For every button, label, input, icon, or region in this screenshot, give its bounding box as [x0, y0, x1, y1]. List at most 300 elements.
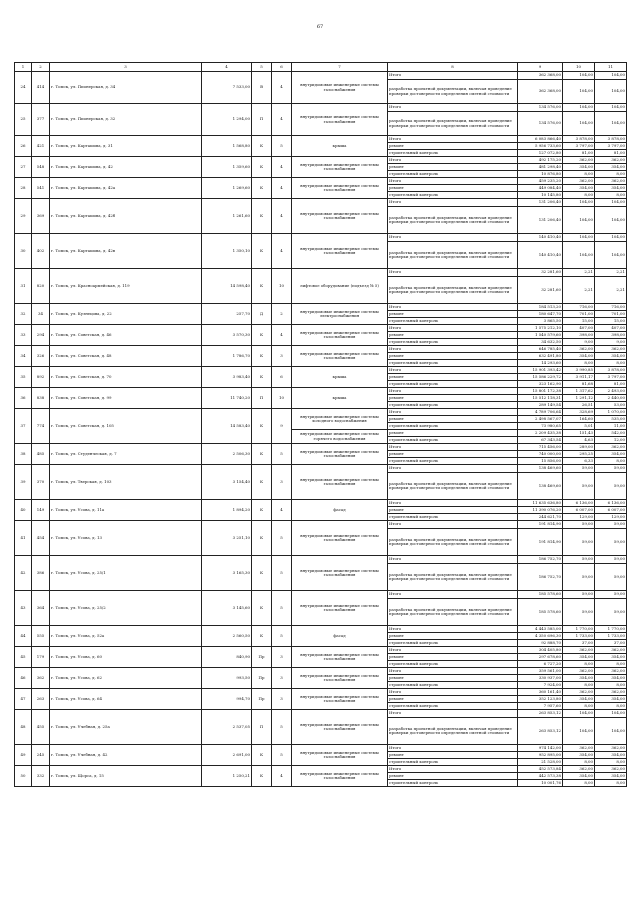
column-number-row: [15, 63, 627, 72]
area-cell: 2 506,30: [202, 444, 252, 465]
unit-cost-cell: 8,00: [563, 171, 595, 178]
cost-cell: 362 368,00: [518, 72, 563, 80]
table-row: [15, 269, 627, 277]
cost-cell: 632 491,80: [518, 353, 563, 360]
max-unit-cost-cell: 104,00: [595, 710, 627, 718]
work-detail-cell: строительный контроль: [388, 171, 518, 178]
unit-cost-cell: 8,00: [563, 192, 595, 199]
work-detail-cell: ремонт: [388, 675, 518, 682]
max-unit-cost-cell: 2 493,00: [595, 388, 627, 395]
work-detail-cell: разработка проектной документации, включая проведение проверки достоверности определения сметной стоимости: [388, 473, 518, 500]
work-detail-cell: Итого: [388, 269, 518, 277]
work-detail-cell: Итого: [388, 689, 518, 696]
area-cell: 994,70: [202, 689, 252, 710]
work-type-cell: крыша: [292, 367, 388, 388]
work-detail-cell: ремонт: [388, 143, 518, 150]
address-cell: г. Томск, ул. Усова, д. 25/1: [50, 556, 202, 591]
cost-cell: 21 528,00: [518, 759, 563, 766]
work-type-cell: внутридомовые инженерные системы газоснабжения: [292, 178, 388, 199]
max-unit-cost-cell: 362,00: [595, 766, 627, 773]
max-unit-cost-cell: 2 440,00: [595, 395, 627, 402]
row-number-cell: 40: [15, 500, 32, 521]
row-number-cell: 28: [15, 178, 32, 199]
cost-cell: 492 175,20: [518, 157, 563, 164]
group-cell: К: [252, 591, 272, 626]
work-detail-cell: строительный контроль: [388, 703, 518, 710]
work-type-cell: лифтовое оборудование (подъезд № 5): [292, 269, 388, 304]
max-unit-cost-cell: 8,00: [595, 171, 627, 178]
work-detail-cell: разработка проектной документации, включая проведение проверки достоверности определения сметной стоимости: [388, 599, 518, 626]
cost-cell: 10 876,80: [518, 171, 563, 178]
work-detail-cell: ремонт: [388, 374, 518, 381]
unit-cost-cell: 328,69: [563, 409, 595, 416]
table-row: [15, 689, 627, 696]
house-id-cell: 548: [32, 157, 50, 178]
floors-cell: 3: [272, 689, 292, 710]
unit-cost-cell: 362,00: [563, 647, 595, 654]
floors-cell: 2: [272, 304, 292, 325]
row-number-cell: 29: [15, 199, 32, 234]
work-type-cell: внутридомовые инженерные системы газоснабжения: [292, 521, 388, 556]
cost-cell: 740 000,00: [518, 451, 563, 458]
unit-cost-cell: 59,00: [563, 521, 595, 529]
unit-cost-cell: 59,00: [563, 564, 595, 591]
area-cell: 1 568,80: [202, 136, 252, 157]
unit-cost-cell: 354,00: [563, 773, 595, 780]
cost-cell: 2 209 435,38: [518, 430, 563, 437]
row-number-cell: 44: [15, 626, 32, 647]
unit-cost-cell: 362,00: [563, 668, 595, 675]
work-detail-cell: Итого: [388, 668, 518, 675]
work-detail-cell: ремонт: [388, 395, 518, 402]
work-type-cell: внутридомовые инженерные системы газоснабжения: [292, 591, 388, 626]
max-unit-cost-cell: 6 007,00: [595, 507, 627, 514]
address-cell: г. Томск, ул. Усова, д. 13: [50, 521, 202, 556]
max-unit-cost-cell: 11,00: [595, 423, 627, 430]
max-unit-cost-cell: 362,00: [595, 647, 627, 654]
max-unit-cost-cell: 8,00: [595, 682, 627, 689]
unit-cost-cell: 104,00: [563, 104, 595, 112]
cost-cell: 715 456,00: [518, 444, 563, 451]
address-cell: г. Томск, ул. Усова, д. 62: [50, 668, 202, 689]
group-cell: Пр: [252, 668, 272, 689]
cost-cell: 32 281,60: [518, 269, 563, 277]
table-row: [15, 409, 627, 416]
unit-cost-cell: 362,00: [563, 745, 595, 752]
work-type-cell: внутридомовые инженерные системы газоснабжения: [292, 766, 388, 787]
cost-cell: 140 410,40: [518, 234, 563, 242]
max-unit-cost-cell: 362,00: [595, 689, 627, 696]
floors-cell: 6: [272, 367, 292, 388]
address-cell: г. Томск, ул. Красноармейская, д. 119: [50, 269, 202, 304]
area-cell: 3 570,30: [202, 325, 252, 346]
max-unit-cost-cell: 362,00: [595, 444, 627, 451]
area-cell: 3 251,10: [202, 521, 252, 556]
cost-cell: 67 343,54: [518, 437, 563, 444]
work-detail-cell: строительный контроль: [388, 640, 518, 647]
unit-cost-cell: 15,00: [563, 318, 595, 325]
cost-cell: 1 540 579,60: [518, 332, 563, 339]
unit-cost-cell: 8,00: [563, 360, 595, 367]
cost-cell: 289 149,54: [518, 402, 563, 409]
floors-cell: 5: [272, 591, 292, 626]
max-unit-cost-cell: 354,00: [595, 696, 627, 703]
table-row: [15, 668, 627, 675]
cost-cell: 14 293,60: [518, 360, 563, 367]
area-cell: 2 537,05: [202, 710, 252, 745]
work-detail-cell: разработка проектной документации, включая проведение проверки достоверности определения сметной стоимости: [388, 242, 518, 269]
unit-cost-cell: 3 878,00: [563, 136, 595, 143]
work-detail-cell: строительный контроль: [388, 339, 518, 346]
floors-cell: 5: [272, 710, 292, 745]
floors-cell: 4: [272, 199, 292, 234]
unit-cost-cell: 81,68: [563, 381, 595, 388]
work-detail-cell: Итого: [388, 521, 518, 529]
floors-cell: 4: [272, 766, 292, 787]
cost-cell: 362 368,00: [518, 80, 563, 104]
row-number-cell: 41: [15, 521, 32, 556]
max-unit-cost-cell: 81,00: [595, 381, 627, 388]
floors-cell: 5: [272, 521, 292, 556]
work-detail-cell: Итого: [388, 234, 518, 242]
cost-cell: 11 390 076,20: [518, 507, 563, 514]
unit-cost-cell: 8,00: [563, 780, 595, 787]
group-cell: К: [252, 521, 272, 556]
cost-cell: 131 206,40: [518, 207, 563, 234]
cost-cell: 191 814,90: [518, 529, 563, 556]
work-detail-cell: разработка проектной документации, включая проведение проверки достоверности определения сметной стоимости: [388, 529, 518, 556]
area-cell: 14 583,40: [202, 409, 252, 444]
work-type-cell: внутридомовые инженерные системы газоснабжения: [292, 234, 388, 269]
max-unit-cost-cell: 8,00: [595, 360, 627, 367]
address-cell: г. Томск, ул. Учебная, д. 25а: [50, 710, 202, 745]
cost-cell: 15 512 118,31: [518, 395, 563, 402]
max-unit-cost-cell: 3 878,00: [595, 367, 627, 374]
row-number-cell: 35: [15, 367, 32, 388]
max-unit-cost-cell: 407,00: [595, 325, 627, 332]
group-cell: П: [252, 388, 272, 409]
max-unit-cost-cell: 3 797,00: [595, 374, 627, 381]
area-cell: 1 294,00: [202, 104, 252, 136]
work-type-cell: внутридомовые инженерные системы газоснабжения: [292, 325, 388, 346]
area-cell: 7 533,00: [202, 72, 252, 104]
unit-cost-cell: 104,00: [563, 242, 595, 269]
work-detail-cell: строительный контроль: [388, 437, 518, 444]
address-cell: г. Томск, ул. Усова, д. 52а: [50, 626, 202, 647]
house-id-cell: 332: [32, 766, 50, 787]
house-id-cell: 774: [32, 409, 50, 444]
cost-cell: 244 621,70: [518, 514, 563, 521]
work-detail-cell: Итого: [388, 556, 518, 564]
address-cell: г. Томск, ул. Карташова, д. 31: [50, 136, 202, 157]
area-cell: 3 145,60: [202, 591, 252, 626]
max-unit-cost-cell: 53,00: [595, 402, 627, 409]
area-cell: 2 691,00: [202, 745, 252, 766]
column-number-cell: 11: [595, 63, 627, 72]
row-number-cell: 50: [15, 766, 32, 787]
cost-cell: 15 901 393,42: [518, 367, 563, 374]
unit-cost-cell: 1 770,00: [563, 626, 595, 633]
cost-cell: 185 578,60: [518, 599, 563, 626]
unit-cost-cell: 362,00: [563, 157, 595, 164]
row-number-cell: 25: [15, 104, 32, 136]
cost-cell: 15 801 172,38: [518, 388, 563, 395]
work-detail-cell: Итого: [388, 647, 518, 654]
work-type-cell: внутридомовые инженерные системы газоснабжения: [292, 745, 388, 766]
cost-cell: 191 814,90: [518, 521, 563, 529]
work-detail-cell: строительный контроль: [388, 423, 518, 430]
work-detail-cell: Итого: [388, 409, 518, 416]
row-number-cell: 36: [15, 388, 32, 409]
house-id-cell: 370: [32, 465, 50, 500]
area-cell: 3 983,40: [202, 367, 252, 388]
cost-cell: 646 785,40: [518, 346, 563, 353]
unit-cost-cell: 104,00: [563, 710, 595, 718]
group-cell: К: [252, 199, 272, 234]
area-cell: 1 786,70: [202, 346, 252, 367]
house-id-cell: 294: [32, 325, 50, 346]
floors-cell: 9: [272, 409, 292, 444]
max-unit-cost-cell: 129,00: [595, 514, 627, 521]
work-type-cell: внутридомовые инженерные системы газоснабжения: [292, 465, 388, 500]
max-unit-cost-cell: 354,00: [595, 164, 627, 171]
max-unit-cost-cell: 354,00: [595, 353, 627, 360]
cost-cell: 304 405,80: [518, 647, 563, 654]
address-cell: г. Томск, ул. Усова, д. 60: [50, 647, 202, 668]
area-cell: 257,70: [202, 304, 252, 325]
unit-cost-cell: 362,00: [563, 689, 595, 696]
unit-cost-cell: 6,33: [563, 458, 595, 465]
max-unit-cost-cell: 8,00: [595, 458, 627, 465]
floors-cell: 5: [272, 556, 292, 591]
work-type-cell: внутридомовые инженерные системы газоснабжения: [292, 668, 388, 689]
address-cell: г. Томск, ул. Карташова, д. 42а: [50, 178, 202, 199]
unit-cost-cell: 354,00: [563, 654, 595, 661]
max-unit-cost-cell: 59,00: [595, 521, 627, 529]
house-id-cell: 555: [32, 626, 50, 647]
cost-cell: 360 161,40: [518, 689, 563, 696]
area-cell: 1 250,21: [202, 766, 252, 787]
work-type-cell: внутридомовые инженерные системы газоснабжения: [292, 199, 388, 234]
work-type-cell: внутридомовые инженерные системы электроснабжения: [292, 304, 388, 325]
group-cell: К: [252, 367, 272, 388]
unit-cost-cell: 104,00: [563, 72, 595, 80]
unit-cost-cell: 3 911,17: [563, 374, 595, 381]
cost-cell: 186 752,70: [518, 556, 563, 564]
table-row: [15, 465, 627, 473]
max-unit-cost-cell: 104,00: [595, 104, 627, 112]
area-cell: 3 165,30: [202, 556, 252, 591]
cost-cell: 5 956 733,60: [518, 143, 563, 150]
max-unit-cost-cell: 104,00: [595, 80, 627, 104]
work-detail-cell: Итого: [388, 104, 518, 112]
area-cell: 840,90: [202, 647, 252, 668]
work-detail-cell: строительный контроль: [388, 458, 518, 465]
area-cell: 1 359,60: [202, 157, 252, 178]
table-row: [15, 136, 627, 143]
work-detail-cell: Итого: [388, 157, 518, 164]
row-number-cell: 26: [15, 136, 32, 157]
unit-cost-cell: 8,00: [563, 682, 595, 689]
house-id-cell: 34: [32, 304, 50, 325]
page-number: 67: [316, 24, 324, 30]
work-detail-cell: строительный контроль: [388, 514, 518, 521]
max-unit-cost-cell: 398,00: [595, 332, 627, 339]
table-row: [15, 178, 627, 185]
unit-cost-cell: 6 136,00: [563, 500, 595, 507]
table-row: [15, 500, 627, 507]
unit-cost-cell: 59,00: [563, 465, 595, 473]
address-cell: г. Томск, ул. Кузнецова, д. 22: [50, 304, 202, 325]
work-detail-cell: Итого: [388, 591, 518, 599]
cost-cell: 138 469,60: [518, 465, 563, 473]
cost-cell: 138 469,60: [518, 473, 563, 500]
work-detail-cell: ремонт: [388, 311, 518, 318]
column-number-cell: 2: [32, 63, 50, 72]
cost-cell: 15 586 229,72: [518, 374, 563, 381]
group-cell: П: [252, 104, 272, 136]
group-cell: К: [252, 157, 272, 178]
work-detail-cell: строительный контроль: [388, 318, 518, 325]
work-detail-cell: Итого: [388, 388, 518, 395]
column-number-cell: 8: [388, 63, 518, 72]
unit-cost-cell: 9,00: [563, 339, 595, 346]
house-id-cell: 455: [32, 710, 50, 745]
cost-cell: 442 573,38: [518, 773, 563, 780]
unit-cost-cell: 8,00: [563, 703, 595, 710]
row-number-cell: 49: [15, 745, 32, 766]
address-cell: г. Томск, ул. Усова, д. 25/2: [50, 591, 202, 626]
column-number-cell: 6: [272, 63, 292, 72]
work-type-cell: внутридомовые инженерные системы газоснабжения: [292, 647, 388, 668]
cost-cell: 11 635 636,80: [518, 500, 563, 507]
row-number-cell: 48: [15, 710, 32, 745]
column-number-cell: 10: [563, 63, 595, 72]
max-unit-cost-cell: 354,00: [595, 752, 627, 759]
table-row: [15, 556, 627, 564]
unit-cost-cell: 104,00: [563, 80, 595, 104]
group-cell: П: [252, 710, 272, 745]
unit-cost-cell: 354,00: [563, 185, 595, 192]
house-id-cell: 179: [32, 647, 50, 668]
unit-cost-cell: 362,00: [563, 178, 595, 185]
group-cell: К: [252, 626, 272, 647]
unit-cost-cell: 1 291,12: [563, 395, 595, 402]
work-detail-cell: строительный контроль: [388, 402, 518, 409]
unit-cost-cell: 354,00: [563, 675, 595, 682]
floors-cell: 10: [272, 388, 292, 409]
unit-cost-cell: 3 990,85: [563, 367, 595, 374]
house-id-cell: 149: [32, 500, 50, 521]
house-id-cell: 402: [32, 234, 50, 269]
row-number-cell: 37: [15, 409, 32, 444]
max-unit-cost-cell: 1 070,00: [595, 409, 627, 416]
column-number-cell: 5: [252, 63, 272, 72]
row-number-cell: 32: [15, 304, 32, 325]
unit-cost-cell: 6 007,00: [563, 507, 595, 514]
row-number-cell: 24: [15, 72, 32, 104]
unit-cost-cell: 129,00: [563, 514, 595, 521]
table-row: [15, 745, 627, 752]
max-unit-cost-cell: 2,21: [595, 269, 627, 277]
table-row: [15, 766, 627, 773]
work-type-cell: внутридомовые инженерные системы газоснабжения: [292, 444, 388, 465]
floors-cell: 3: [272, 668, 292, 689]
table-row: [15, 234, 627, 242]
area-cell: 2 560,50: [202, 626, 252, 647]
max-unit-cost-cell: 59,00: [595, 473, 627, 500]
work-detail-cell: разработка проектной документации, включая проведение проверки достоверности определения сметной стоимости: [388, 277, 518, 304]
work-type-cell: внутридомовые инженерные системы газоснабжения: [292, 104, 388, 136]
cost-cell: 184 513,20: [518, 304, 563, 311]
max-unit-cost-cell: 104,00: [595, 72, 627, 80]
floors-cell: 4: [272, 234, 292, 269]
work-type-cell: крыша: [292, 388, 388, 409]
work-type-cell: внутридомовые инженерные системы газоснабжения: [292, 157, 388, 178]
group-cell: К: [252, 234, 272, 269]
table-row: [15, 626, 627, 633]
unit-cost-cell: 26,51: [563, 402, 595, 409]
cost-cell: 3 865,50: [518, 318, 563, 325]
cost-cell: 134 576,00: [518, 104, 563, 112]
unit-cost-cell: 164,60: [563, 416, 595, 423]
work-detail-cell: Итого: [388, 72, 518, 80]
row-number-cell: 27: [15, 157, 32, 178]
work-detail-cell: ремонт: [388, 633, 518, 640]
unit-cost-cell: 104,00: [563, 199, 595, 207]
cost-cell: 180 647,70: [518, 311, 563, 318]
cost-cell: 185 578,60: [518, 591, 563, 599]
max-unit-cost-cell: 1 770,00: [595, 626, 627, 633]
house-id-cell: 377: [32, 104, 50, 136]
house-id-cell: 245: [32, 745, 50, 766]
work-detail-cell: ремонт: [388, 332, 518, 339]
max-unit-cost-cell: 354,00: [595, 773, 627, 780]
table-row: [15, 325, 627, 332]
floors-cell: 4: [272, 500, 292, 521]
table-row: [15, 647, 627, 654]
cost-cell: 32 281,60: [518, 277, 563, 304]
address-cell: г. Томск, ул. Советская, д. 48: [50, 346, 202, 367]
work-detail-cell: ремонт: [388, 752, 518, 759]
address-cell: г. Томск, ул. Усова, д. 64: [50, 689, 202, 710]
house-id-cell: 369: [32, 199, 50, 234]
work-detail-cell: Итого: [388, 304, 518, 311]
cost-cell: 297 678,60: [518, 654, 563, 661]
group-cell: К: [252, 465, 272, 500]
work-detail-cell: Итого: [388, 346, 518, 353]
cost-cell: 186 752,70: [518, 564, 563, 591]
max-unit-cost-cell: 59,00: [595, 564, 627, 591]
work-type-cell: фасад: [292, 500, 388, 521]
column-number-cell: 7: [292, 63, 388, 72]
table-row: [15, 304, 627, 311]
group-cell: Пр: [252, 647, 272, 668]
floors-cell: 5: [272, 626, 292, 647]
max-unit-cost-cell: 59,00: [595, 556, 627, 564]
cost-cell: 92 888,70: [518, 640, 563, 647]
address-cell: г. Томск, ул. Советская, д. 70: [50, 367, 202, 388]
work-detail-cell: Итого: [388, 626, 518, 633]
cost-cell: 974 142,00: [518, 745, 563, 752]
row-number-cell: 45: [15, 647, 32, 668]
max-unit-cost-cell: 8,00: [595, 703, 627, 710]
max-unit-cost-cell: 59,00: [595, 465, 627, 473]
work-detail-cell: строительный контроль: [388, 661, 518, 668]
address-cell: г. Томск, ул. Тверская, д. 103: [50, 465, 202, 500]
cost-cell: 6 083 866,40: [518, 136, 563, 143]
work-detail-cell: ремонт: [388, 416, 518, 423]
